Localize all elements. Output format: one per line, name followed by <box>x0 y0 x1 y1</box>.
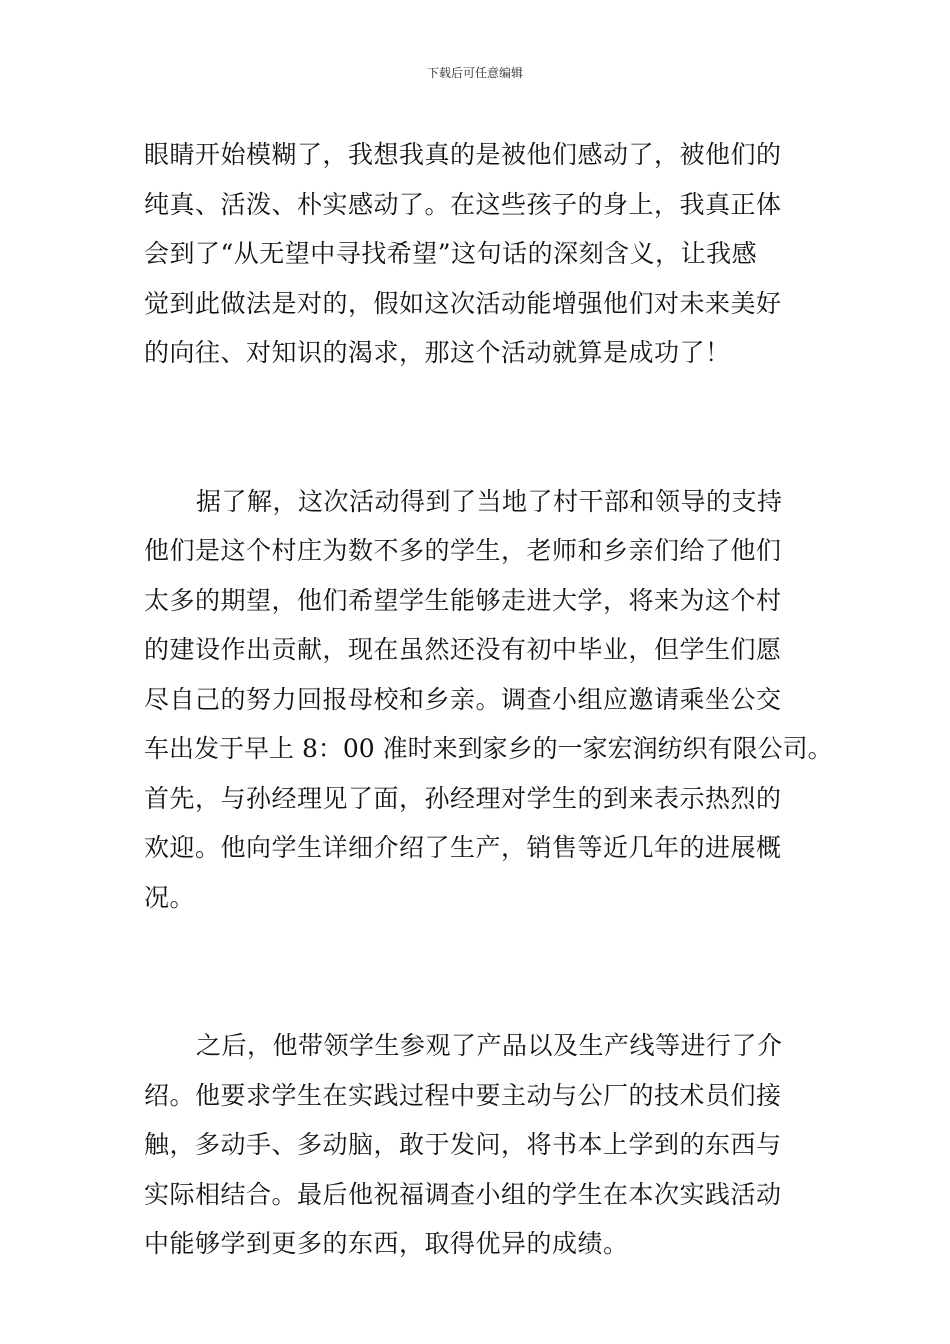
text-line: 的建设作出贡献，现在虽然还没有初中毕业，但学生们愿 <box>144 635 782 664</box>
text-line: 实际相结合。最后他祝福调查小组的学生在本次实践活动 <box>144 1179 782 1209</box>
text-line: 纯真、活泼、朴实感动了。在这些孩子的身上，我真正体 <box>144 189 782 219</box>
text-line: 首先，与孙经理见了面，孙经理对学生的到来表示热烈的 <box>144 783 782 813</box>
text-line: 据了解，这次活动得到了当地了村干部和领导的支持 <box>196 486 783 516</box>
text-line: 绍。他要求学生在实践过程中要主动与公厂的技术员们接 <box>144 1080 782 1110</box>
text-line: 觉到此做法是对的，假如这次活动能增强他们对未来美好 <box>144 288 782 318</box>
text-line: 的向往、对知识的渴求，那这个活动就算是成功了！ <box>144 338 731 367</box>
paragraph-3 <box>144 1021 814 1269</box>
paragraph-1 <box>144 130 814 378</box>
text-line: 之后，他带领学生参观了产品以及生产线等进行了介 <box>196 1031 783 1060</box>
document-body <box>144 130 833 1269</box>
text-line: 他们是这个村庄为数不多的学生，老师和乡亲们给了他们 <box>144 536 782 565</box>
text-line: 况。 <box>144 882 196 912</box>
text-line: 尽自己的努力回报母校和乡亲。调查小组应邀请乘坐公交 <box>144 684 782 714</box>
text-line: 车出发于早上 8：00 准时来到家乡的一家宏润纺织有限公司。 <box>144 734 833 763</box>
paragraph-spacer <box>144 378 814 477</box>
text-line: 欢迎。他向学生详细介绍了生产，销售等近几年的进展概 <box>144 833 782 862</box>
page-header: 下载后可任意编辑 <box>426 66 523 80</box>
text-line: 太多的期望，他们希望学生能够走进大学，将来为这个村 <box>144 585 782 615</box>
text-line: 眼睛开始模糊了，我想我真的是被他们感动了，被他们的 <box>144 140 782 169</box>
paragraph-2 <box>144 477 833 923</box>
text-line: 会到了“从无望中寻找希望”这句话的深刻含义，让我感 <box>144 239 758 268</box>
text-line: 中能够学到更多的东西，取得优异的成绩。 <box>144 1229 629 1258</box>
text-line: 触，多动手、多动脑，敢于发问，将书本上学到的东西与 <box>144 1130 782 1159</box>
paragraph-spacer <box>144 922 814 1021</box>
